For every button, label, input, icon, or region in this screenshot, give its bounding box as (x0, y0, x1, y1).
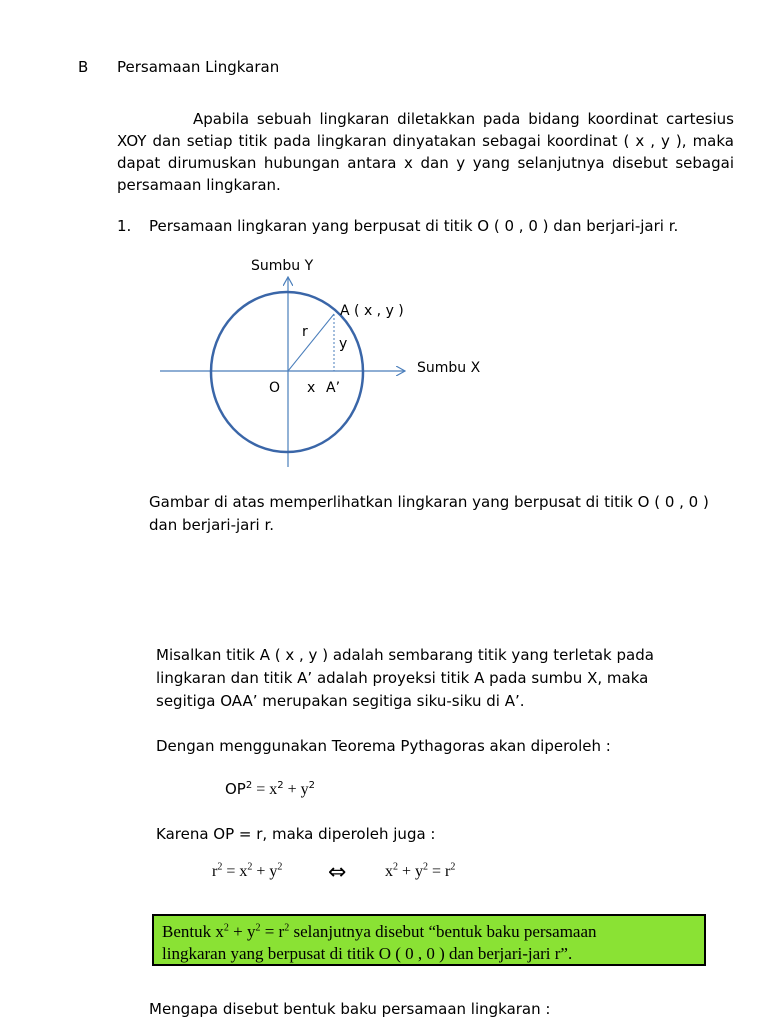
y-length-label: y (339, 336, 348, 352)
equation-r-rhs: $x^2 + y^2 = r^2$ (385, 861, 456, 880)
box-line-2: lingkaran yang berpusat di titik O ( 0 , 0 ) dan berjari-jari r”. (162, 944, 573, 963)
point-a-label: A ( x , y ) (340, 303, 404, 319)
item-number: 1. (117, 217, 132, 235)
equation-r-lhs: $r^2 = x^2 + y^2$ (212, 861, 283, 880)
item-text: Persamaan lingkaran yang berpusat di titik O ( 0 , 0 ) dan berjari-jari r. (149, 217, 679, 235)
misal-line: segitiga OAA’ merupakan segitiga siku-siku di A’. (156, 692, 525, 710)
karena-text: Karena OP = r, maka diperoleh juga : (156, 825, 436, 843)
radius-line (288, 314, 334, 371)
radius-label: r (302, 324, 308, 340)
section-title: Persamaan Lingkaran (117, 58, 280, 76)
origin-label: O (269, 380, 281, 396)
caption-line: Gambar di atas memperlihatkan lingkaran yang berpusat di titik O ( 0 , 0 ) (149, 493, 709, 511)
intro-line: Apabila sebuah lingkaran diletakkan pada bidang koordinat cartesius (193, 110, 734, 128)
misal-line: lingkaran dan titik A’ adalah proyeksi titik A pada sumbu X, maka (156, 669, 649, 687)
standard-form-box (152, 914, 706, 966)
a-prime-label: A’ (326, 380, 341, 396)
x-length-label: x (307, 380, 316, 396)
question-text: Mengapa disebut bentuk baku persamaan lingkaran : (149, 1000, 551, 1018)
x-axis-label: Sumbu X (417, 360, 481, 376)
box-line-1: Bentuk $x^2 + y^2 = r^2$ selanjutnya disebut “bentuk baku persamaan (162, 922, 597, 941)
intro-line: XOY dan setiap titik pada lingkaran dinyatakan sebagai koordinat ( x , y ), maka (117, 132, 734, 150)
intro-line: dapat dirumuskan hubungan antara x dan y yang selanjutnya disebut sebagai (117, 154, 734, 172)
intro-line: persamaan lingkaran. (117, 176, 281, 194)
pythagoras-text: Dengan menggunakan Teorema Pythagoras akan diperoleh : (156, 737, 611, 755)
equivalence-arrow: ⇔ (328, 860, 347, 885)
y-axis-label: Sumbu Y (251, 258, 314, 274)
caption-line: dan berjari-jari r. (149, 516, 275, 534)
circle-diagram (0, 0, 768, 500)
equation-op: $OP^2 = x^2 + y^2$ (225, 780, 316, 798)
misal-line: Misalkan titik A ( x , y ) adalah sembarang titik yang terletak pada (156, 646, 654, 664)
section-letter: B (78, 58, 89, 76)
